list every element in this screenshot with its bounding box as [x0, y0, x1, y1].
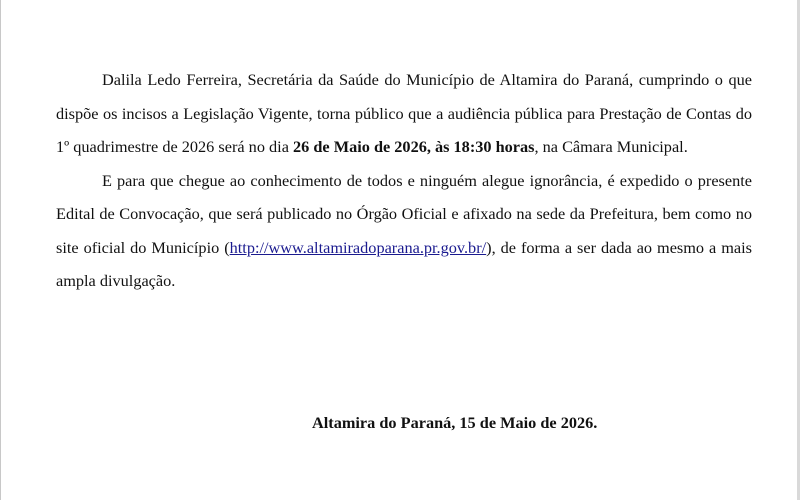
- hearing-date: 26 de Maio de 2026, às 18:30 horas: [293, 137, 535, 156]
- convocation-paragraph: [56, 63, 752, 164]
- document-body: [56, 63, 752, 298]
- paragraph-text: E para que chegue ao conhecimento de todos e ninguém alegue ignorância, é expedido o presente Edital de Convocação, que será publicado no Órgão Oficial e afixado na sede da Prefeitura, bem como no site oficial do Município (: [56, 170, 752, 257]
- publication-paragraph: [56, 164, 752, 298]
- paragraph-text-end: ), de forma a ser dada ao mesmo a mais ampla divulgação.: [56, 237, 752, 290]
- municipality-website-link[interactable]: http://www.altamiradoparana.pr.gov.br/: [229, 237, 487, 257]
- paragraph-text-end: , na Câmara Municipal.: [534, 137, 688, 156]
- place-and-date: Altamira do Paraná, 15 de Maio de 2026.: [312, 413, 598, 432]
- page-left-edge: [0, 0, 1, 500]
- paragraph-text: Dalila Ledo Ferreira, Secretária da Saúde do Município de Altamira do Paraná, cumprindo o que dispõe os incisos a Legislação Vigente, torna público que a audiência pública para Prestação de Contas do 1º quadrimestre de 2026 será no dia: [56, 70, 752, 156]
